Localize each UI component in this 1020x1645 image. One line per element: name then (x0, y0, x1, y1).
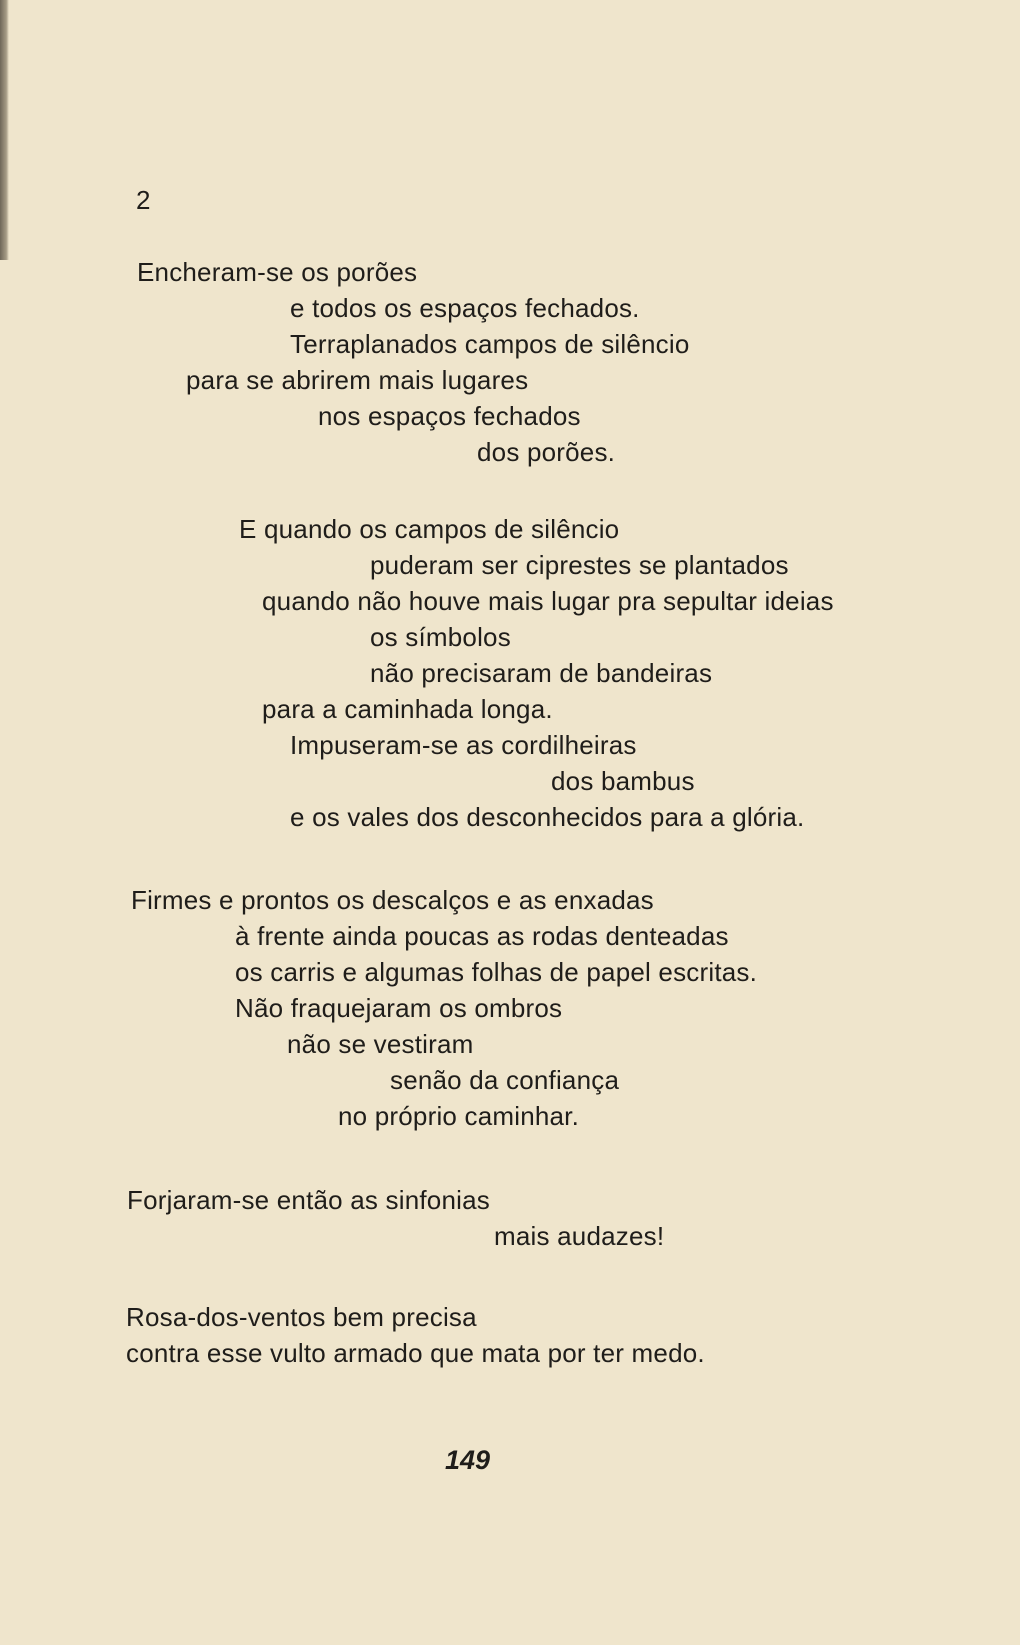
poem-line: os símbolos (370, 622, 511, 652)
poem-line: senão da confiança (390, 1065, 620, 1095)
poem-line: para a caminhada longa. (262, 694, 553, 724)
poem-line: puderam ser ciprestes se plantados (370, 550, 789, 580)
section-number: 2 (136, 185, 151, 215)
poem-line: Impuseram-se as cordilheiras (290, 730, 637, 760)
poem-line: não se vestiram (287, 1029, 474, 1059)
page-number: 149 (445, 1445, 491, 1475)
poem-line: à frente ainda poucas as rodas denteadas (235, 921, 729, 951)
poem-line: Encheram-se os porões (137, 257, 418, 287)
poem-line: quando não houve mais lugar pra sepultar ideias (262, 586, 834, 616)
poem-line: dos bambus (551, 766, 695, 796)
poem-line: dos porões. (477, 437, 616, 467)
poem-line: no próprio caminhar. (338, 1101, 580, 1131)
poem-line: Rosa-dos-ventos bem precisa (126, 1302, 477, 1332)
poem-line: mais audazes! (494, 1221, 665, 1251)
poem-line: nos espaços fechados (318, 401, 581, 431)
poem-line: contra esse vulto armado que mata por ter medo. (126, 1338, 705, 1368)
poem-line: Forjaram-se então as sinfonias (127, 1185, 490, 1215)
poem-line: não precisaram de bandeiras (370, 658, 713, 688)
poem-line: e todos os espaços fechados. (290, 293, 640, 323)
poem-line: Não fraquejaram os ombros (235, 993, 563, 1023)
page-spine-shadow (0, 0, 9, 260)
poem-line: E quando os campos de silêncio (239, 514, 620, 544)
poem-line: os carris e algumas folhas de papel escritas. (235, 957, 758, 987)
poem-line: e os vales dos desconhecidos para a glória. (290, 802, 805, 832)
poem-line: Terraplanados campos de silêncio (290, 329, 690, 359)
poem-line: Firmes e prontos os descalços e as enxadas (131, 885, 654, 915)
poem-line: para se abrirem mais lugares (186, 365, 529, 395)
